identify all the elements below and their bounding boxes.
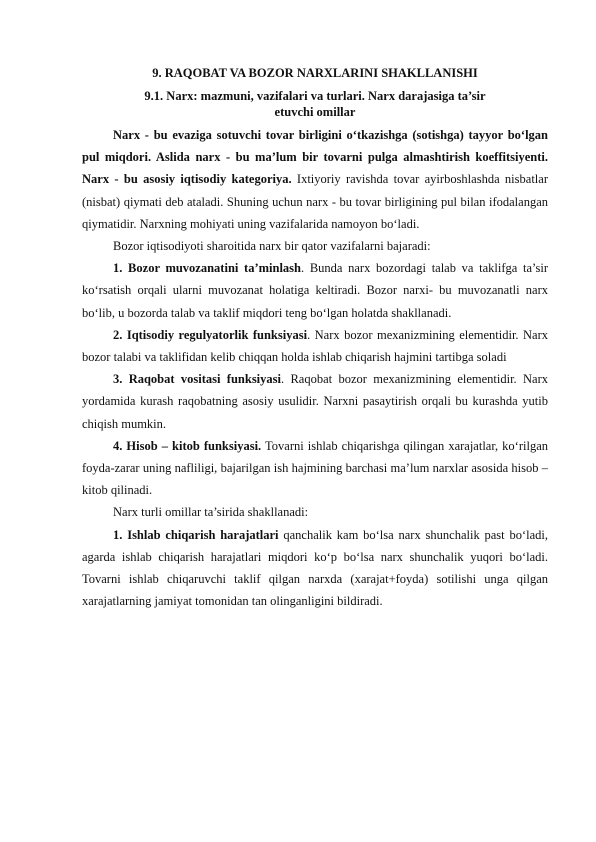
paragraph-definition bbox=[82, 124, 548, 235]
function-4-heading: 4. Hisob – kitob funksiyasi. bbox=[113, 438, 262, 453]
paragraph-function-4 bbox=[82, 435, 548, 502]
function-1-text: . Bunda narx bozordagi talab va taklifga ta’sir ko‘rsatish orqali ularni muvozanat holatiga keltiradi. Bozor narxi- bu muvozanatli narx bo‘lib, u bozorda talab va taklif miqdori teng bo‘lgan holatda shakllanadi. bbox=[82, 261, 548, 320]
function-4-text: Tovarni ishlab chiqarishga qilingan xarajatlar, ko‘rilgan foyda-zarar uning nafliligi, bajarilgan ish hajmining barchasi ma’lum narxlar asosida hisob –kitob qilinadi. bbox=[82, 438, 549, 498]
factor-1-text: qanchalik kam bo‘lsa narx shunchalik past bo‘ladi, agarda ishlab chiqarish harajatlari miqdori ko‘p bo‘lsa narx shunchalik yuqori bo‘ladi. Tovarni ishlab chiqaruvchi taklif qilgan narxda (xarajat+foyda) sotilishi unga qilgan xarajatlarning jamiyat tomonidan tan olinganligini bildiradi. bbox=[82, 527, 549, 609]
paragraph-function-2 bbox=[82, 324, 548, 368]
paragraph-factors-intro: Narx turli omillar ta’sirida shakllanadi: bbox=[113, 505, 309, 520]
paragraph-functions-intro: Bozor iqtisodiyoti sharoitida narx bir qator vazifalarni bajaradi: bbox=[113, 239, 431, 254]
factor-1-heading: 1. Ishlab chiqarish harajatlari bbox=[113, 527, 279, 542]
paragraph-factor-1 bbox=[82, 524, 548, 613]
definition-text: Ixtiyoriy ravishda tovar ayirboshlashda nisbatlar (nisbat) qiymati deb ataladi. Shuning uchun narx - bu tovar birligining pul bilan ifodalangan qiymatidir. Narxning mohiyati uning vazifalarida namoyon bo‘ladi. bbox=[82, 172, 548, 231]
function-2-text: . Narx bozor mexanizmining elementidir. Narx bozor talabi va taklifidan kelib chiqqan holda ishlab chiqarish hajmini tartibga soladi bbox=[82, 327, 548, 365]
definition-bold-text: Narx - bu evaziga sotuvchi tovar birligini o‘tkazishga (sotishga) tayyor bo‘lgan pul miqdori. Aslida narx - bu ma’lum bir tovarni pulga almashtirish koeffitsiyenti. Narx - bu asosiy iqtisodiy kategoriya. bbox=[82, 128, 548, 187]
document-body bbox=[82, 64, 548, 612]
section-title-line-1: 9.1. Narx: mazmuni, vazifalari va turlari. Narx darajasiga ta’sir bbox=[144, 89, 486, 103]
function-1-heading: 1. Bozor muvozanatini ta’minlash bbox=[113, 261, 302, 276]
function-3-heading: 3. Raqobat vositasi funksiyasi bbox=[113, 372, 281, 387]
section-title bbox=[82, 88, 548, 120]
function-3-text: . Raqobat bozor mexanizmining elementidir. Narx yordamida kurash raqobatning asosiy usulidir. Narxni pasaytirish orqali bu kurashda yutib chiqish mumkin. bbox=[82, 372, 548, 431]
section-title-line-2: etuvchi omillar bbox=[274, 105, 356, 119]
function-2-heading: 2. Iqtisodiy regulyatorlik funksiyasi bbox=[113, 327, 308, 342]
chapter-title: 9. RAQOBAT VA BOZOR NARXLARINI SHAKLLANISHI bbox=[152, 66, 478, 80]
paragraph-function-1 bbox=[82, 257, 548, 324]
paragraph-function-3 bbox=[82, 368, 548, 435]
